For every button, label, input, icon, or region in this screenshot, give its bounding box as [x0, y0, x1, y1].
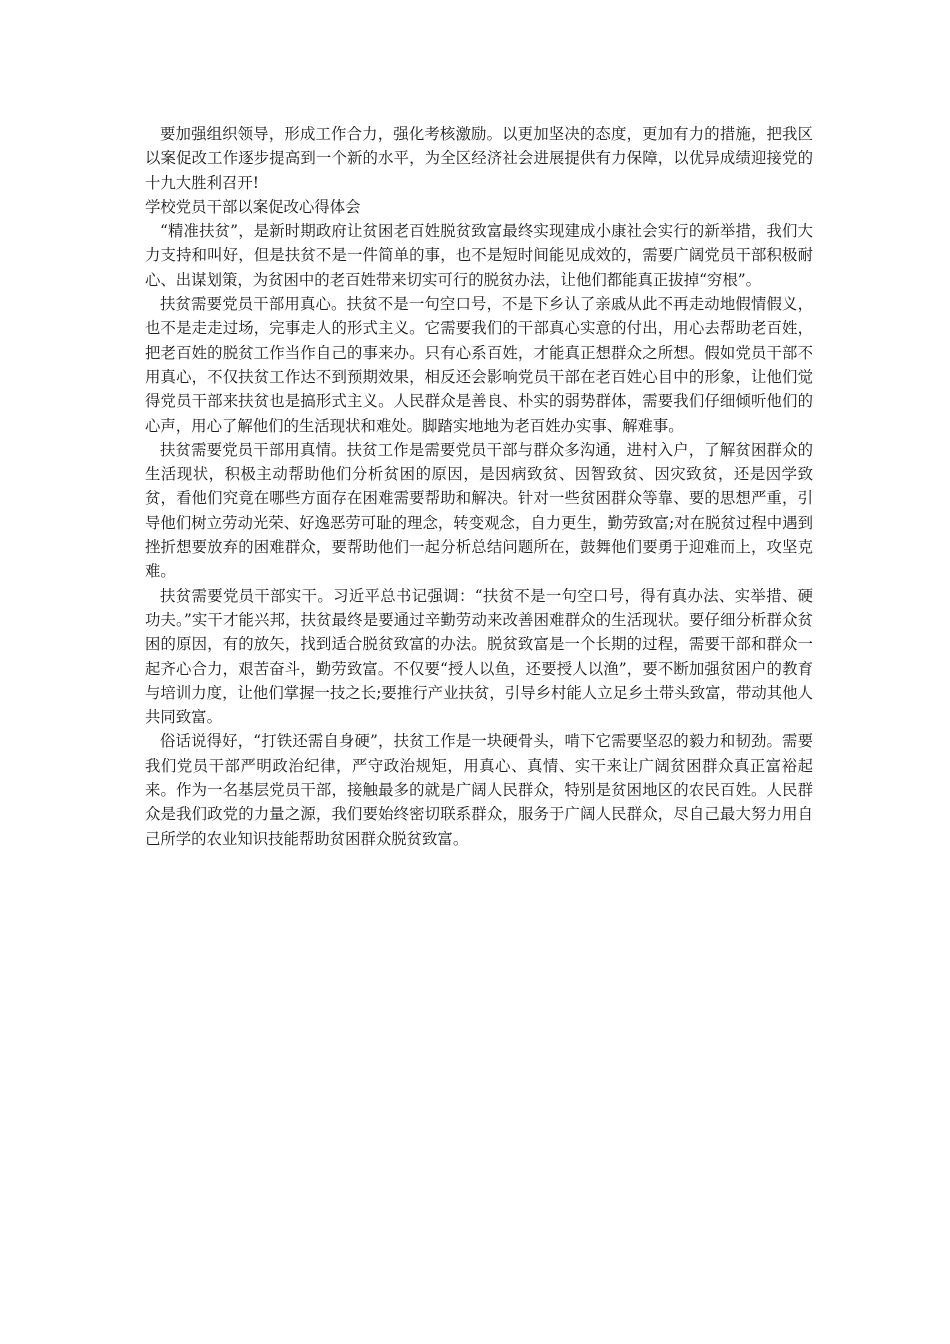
paragraph-intro: “精准扶贫”，是新时期政府让贫困老百姓脱贫致富最终实现建成小康社会实行的新举措，我们大力支持和叫好，但是扶贫不是一件简单的事，也不是短时间能见成效的，需要广阔党员干部积极耐心、出谋划策，为贫困中的老百姓带来切实可行的脱贫办法，让他们都能真正拔掉“穷根”。: [145, 222, 813, 289]
section-title: 学校党员干部以案促改心得体会: [145, 197, 361, 216]
paragraph-sincerity: 扶贫需要党员干部用真心。扶贫不是一句空口号，不是下乡认了亲戚从此不再走动地假情假义，也不是走走过场，完事走人的形式主义。它需要我们的干部真心实意的付出，用心去帮助老百姓，把老百姓的脱贫工作当作自己的事来办。只有心系百姓，才能真正想群众之所想。假如党员干部不用真心，不仅扶贫工作达不到预期效果，相反还会影响党员干部在老百姓心目中的形象，让他们觉得党员干部来扶贫也是搞形式主义。人民群众是善良、朴实的弱势群体，需要我们仔细倾听他们的心声，用心了解他们的生活现状和难处。脚踏实地地为老百姓办实事、解难事。: [145, 295, 813, 435]
paragraph-true-feeling: 扶贫需要党员干部用真情。扶贫工作是需要党员干部与群众多沟通，进村入户，了解贫困群众的生活现状，积极主动帮助他们分析贫困的原因，是因病致贫、因智致贫、因灾致贫，还是因学致贫，看他们究竟在哪些方面存在困难需要帮助和解决。针对一些贫困群众等靠、要的思想严重，引导他们树立劳动光荣、好逸恶劳可耻的理念，转变观念，自力更生，勤劳致富;对在脱贫过程中遇到挫折想要放弃的困难群众，要帮助他们一起分析总结问题所在，鼓舞他们要勇于迎难而上，攻坚克难。: [145, 440, 813, 581]
document-body: [145, 122, 813, 851]
paragraph-closing-remarks: 要加强组织领导，形成工作合力，强化考核激励。以更加坚决的态度，更加有力的措施，把我区以案促改工作逐步提高到一个新的水平，为全区经济社会进展提供有力保障，以优异成绩迎接党的十九大胜利召开!: [145, 125, 813, 192]
paragraph-conclusion: 俗话说得好，“打铁还需自身硬”，扶贫工作是一块硬骨头，啃下它需要坚忍的毅力和韧劲。需要我们党员干部严明政治纪律，严守政治规矩，用真心、真情、实干来让广阔贫困群众真正富裕起来。作为一名基层党员干部，接触最多的就是广阔人民群众，特别是贫困地区的农民百姓。人民群众是我们政党的力量之源，我们要始终密切联系群众，服务于广阔人民群众，尽自己最大努力用自己所学的农业知识技能帮助贫困群众脱贫致富。: [145, 732, 813, 848]
paragraph-hard-work: 扶贫需要党员干部实干。习近平总书记强调：“扶贫不是一句空口号，得有真办法、实举措、硬功夫。”实干才能兴邦，扶贫最终是要通过辛勤劳动来改善困难群众的生活现状。要仔细分析群众贫困的原因，有的放矢，找到适合脱贫致富的办法。脱贫致富是一个长期的过程，需要干部和群众一起齐心合力，艰苦奋斗，勤劳致富。不仅要“授人以鱼，还要授人以渔”，要不断加强贫困户的教育与培训力度，让他们掌握一技之长;要推行产业扶贫，引导乡村能人立足乡土带头致富，带动其他人共同致富。: [145, 586, 813, 727]
